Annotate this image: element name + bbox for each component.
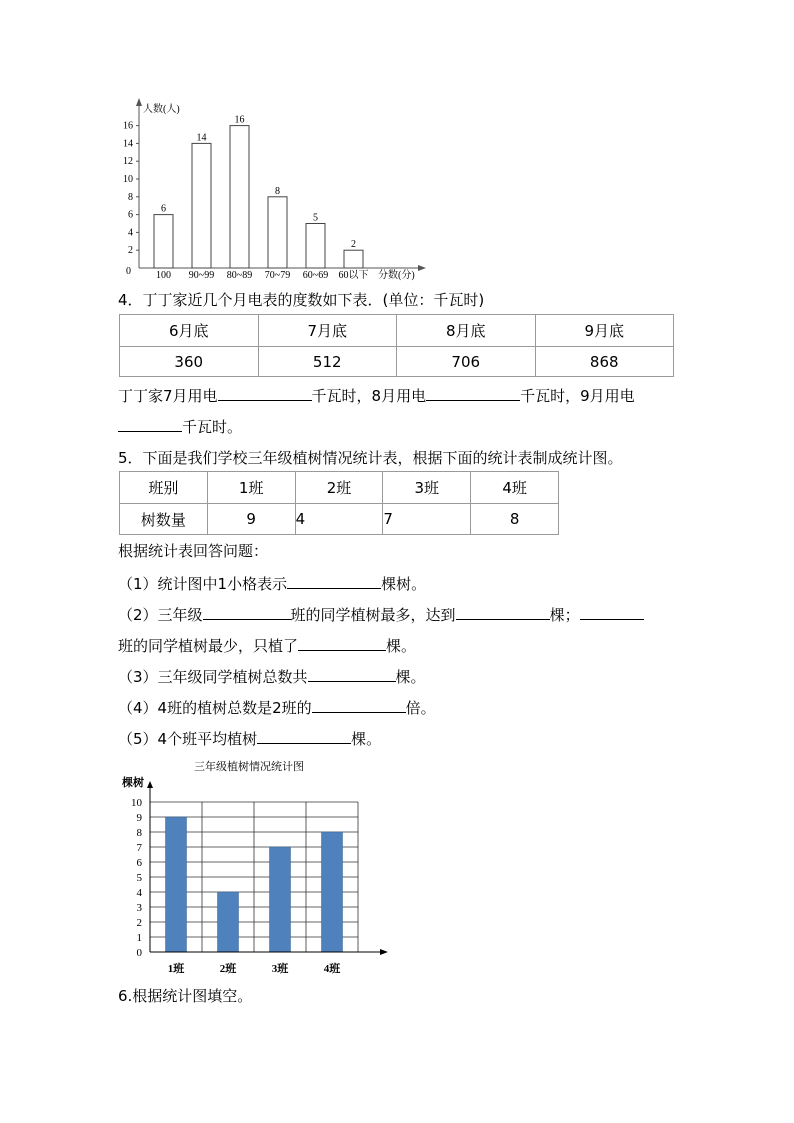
q4-fill-line-1: 丁丁家7月用电 千瓦时，8月用电 千瓦时，9月用电: [118, 384, 635, 406]
x-tick-label: 3班: [271, 963, 289, 975]
x-tick-label: 90~99: [188, 270, 215, 281]
answer-blank[interactable]: [580, 603, 644, 620]
y-tick-label: 8: [136, 827, 142, 839]
x-tick-label: 100: [156, 270, 171, 281]
value-cell: 8: [471, 504, 559, 535]
bar: [268, 197, 287, 268]
bar: [166, 817, 187, 952]
x-axis-arrow: [418, 265, 426, 271]
value-cell: 4: [295, 504, 383, 535]
header-cell: 9月底: [535, 315, 674, 347]
bar: [344, 250, 363, 268]
value-cell: 树数量: [120, 504, 208, 535]
value-cell: 360: [120, 347, 259, 377]
y-tick-label: 1: [136, 932, 142, 944]
answer-blank[interactable]: [257, 727, 351, 744]
q5-sub-5: （5）4个班平均植树 棵。: [118, 727, 381, 749]
q5-sub-2-cont: 班的同学植树最少，只植了 棵。: [118, 634, 416, 656]
value-cell: 868: [535, 347, 674, 377]
q5-sub-3: （3）三年级同学植树总数共 棵。: [118, 665, 426, 687]
value-cell: 7: [383, 504, 471, 535]
chart-title: 三年级植树情况统计图: [194, 761, 304, 773]
tree-table: [119, 471, 559, 535]
y-tick-label: 6: [128, 209, 133, 221]
answer-blank[interactable]: [287, 572, 381, 589]
header-cell: 2班: [295, 472, 383, 504]
q5-prompt: 根据统计表回答问题：: [118, 542, 269, 560]
bar-value-label: 8: [275, 185, 280, 197]
y-tick-label: 14: [123, 138, 133, 150]
q5-title: 5．下面是我们学校三年级植树情况统计表，根据下面的统计表制成统计图。: [118, 449, 623, 467]
x-tick-label: 2班: [219, 963, 237, 975]
answer-blank[interactable]: [203, 603, 291, 620]
y-tick-label: 2: [136, 917, 142, 929]
bar: [306, 224, 325, 269]
x-tick-label: 80~89: [226, 270, 253, 281]
x-axis-label: 分数(分): [378, 270, 415, 281]
y-tick-label: 3: [136, 902, 142, 914]
q4-title: 4．丁丁家近几个月电表的度数如下表．(单位：千瓦时): [118, 291, 485, 309]
y-tick-label: 8: [128, 191, 133, 203]
y-tick-label: 9: [136, 812, 142, 824]
header-cell: 6月底: [120, 315, 259, 347]
bar-value-label: 6: [161, 203, 166, 215]
bar-value-label: 2: [351, 239, 356, 251]
answer-blank[interactable]: [218, 384, 312, 401]
y-axis-label: 人数(人): [143, 104, 180, 115]
y-tick-label: 7: [136, 842, 142, 854]
answer-blank[interactable]: [456, 603, 550, 620]
header-cell: 7月底: [258, 315, 397, 347]
y-tick-label: 2: [128, 245, 133, 257]
bar: [154, 215, 173, 268]
origin-label: 0: [126, 266, 131, 277]
answer-blank[interactable]: [312, 696, 406, 713]
bar-value-label: 14: [196, 132, 207, 144]
q5-sub-2: （2）三年级 班的同学植树最多，达到 棵；: [118, 603, 644, 625]
x-tick-label: 4班: [323, 963, 341, 975]
x-tick-label: 60以下: [338, 270, 369, 281]
q5-sub-1: （1）统计图中1小格表示 棵树。: [118, 572, 426, 594]
bar: [230, 126, 249, 268]
q6-title: 6.根据统计图填空。: [118, 987, 253, 1005]
x-axis-arrow: [380, 949, 388, 955]
bar-value-label: 16: [234, 114, 245, 126]
value-cell: 9: [207, 504, 295, 535]
x-tick-label: 70~79: [264, 270, 291, 281]
header-cell: 3班: [383, 472, 471, 504]
score-bar-chart: [110, 92, 440, 282]
value-cell: 512: [258, 347, 397, 377]
y-tick-label: 12: [123, 156, 133, 168]
y-tick-label: 0: [136, 947, 142, 959]
y-tick-label: 16: [123, 120, 133, 132]
answer-blank[interactable]: [426, 384, 520, 401]
y-tick-label: 6: [136, 857, 142, 869]
header-cell: 4班: [471, 472, 559, 504]
q5-sub-4: （4）4班的植树总数是2班的 倍。: [118, 696, 436, 718]
y-tick-label: 4: [136, 887, 142, 899]
bar: [270, 847, 291, 952]
header-cell: 8月底: [397, 315, 536, 347]
electricity-table: [119, 314, 674, 377]
header-cell: 1班: [207, 472, 295, 504]
tree-bar-chart: [110, 755, 400, 980]
bar: [218, 892, 239, 952]
bar: [192, 143, 211, 268]
y-tick-label: 10: [131, 797, 142, 809]
bar-value-label: 5: [313, 212, 318, 224]
value-cell: 706: [397, 347, 536, 377]
bar: [322, 832, 343, 952]
header-cell: 班别: [120, 472, 208, 504]
y-axis-label: 棵树: [122, 777, 144, 789]
y-axis-arrow: [147, 781, 153, 788]
q4-fill-line-2: 千瓦时。: [118, 415, 242, 437]
answer-blank[interactable]: [308, 665, 396, 682]
answer-blank[interactable]: [118, 415, 182, 432]
y-tick-label: 4: [128, 227, 133, 239]
y-tick-label: 10: [123, 174, 133, 185]
x-tick-label: 1班: [167, 963, 185, 975]
answer-blank[interactable]: [298, 634, 386, 651]
x-tick-label: 60~69: [302, 270, 329, 281]
y-tick-label: 5: [136, 872, 142, 884]
y-axis-arrow: [136, 98, 142, 106]
